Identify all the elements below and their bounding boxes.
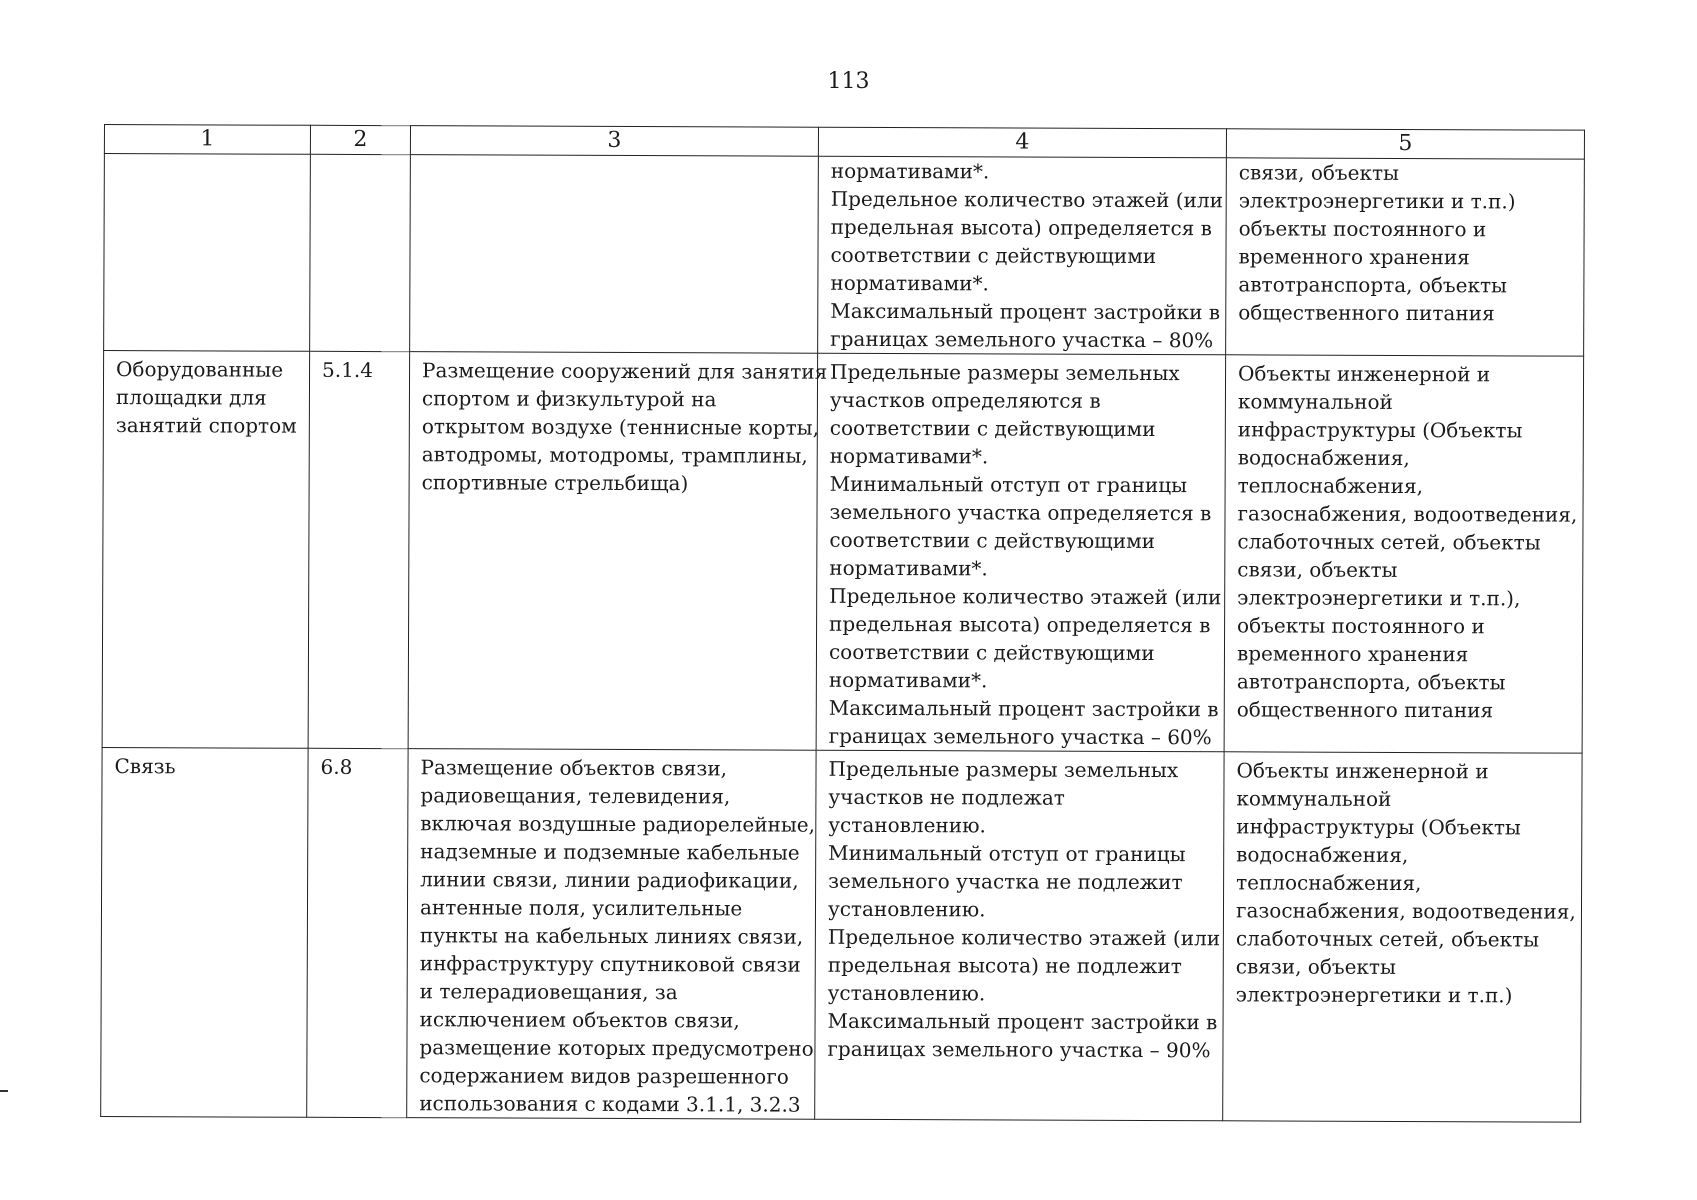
text-line: общественного питания <box>1238 300 1495 326</box>
text-line: нормативами*. <box>828 667 988 693</box>
text-line: автодромы, мотодромы, трамплины, <box>421 442 808 468</box>
text-line: участков не подлежат <box>828 784 1065 810</box>
text-line: инфраструктуры (Объекты <box>1236 814 1521 840</box>
text-line: площадки для <box>115 385 267 410</box>
text-line: предельная высота) определяется в <box>829 611 1211 638</box>
text-line: установлению. <box>827 896 986 922</box>
text-line: исключением объектов связи, <box>419 1007 740 1033</box>
text-line: открытом воздухе (теннисные корты, <box>421 414 820 440</box>
text-line: включая воздушные радиорелейные, <box>420 811 816 837</box>
text-line: соответствии с действующими <box>830 242 1157 269</box>
cell-auxiliary <box>1223 752 1582 1122</box>
text-line: временного хранения <box>1236 641 1469 667</box>
cell-auxiliary <box>1224 355 1584 753</box>
table-row <box>101 747 1582 1122</box>
text-line: Максимальный процент застройки в <box>827 1008 1218 1035</box>
header-col-5: 5 <box>1226 129 1584 159</box>
text-line: Максимальный процент застройки в <box>830 298 1221 325</box>
text-line: Предельные размеры земельных <box>830 359 1180 386</box>
text-line: Предельное количество этажей (или <box>827 924 1221 951</box>
header-col-2: 2 <box>310 125 410 154</box>
text-line: спортивные стрельбища) <box>421 470 689 496</box>
text-line: Максимальный процент застройки в <box>828 695 1219 722</box>
header-col-1: 1 <box>104 125 310 155</box>
text-line: связи, объекты <box>1238 160 1400 185</box>
text-line: Минимальный отступ от границы <box>828 840 1186 867</box>
cell-parameters <box>818 156 1227 355</box>
text-line: коммунальной <box>1236 786 1392 811</box>
text-line: земельного участка определяется в <box>829 499 1212 526</box>
text-line: нормативами*. <box>829 555 988 581</box>
table-row <box>104 154 1585 357</box>
text-line: установлению. <box>828 812 986 838</box>
text-line: соответствии с действующими <box>829 415 1156 442</box>
cell-name <box>102 351 310 749</box>
text-line: Объекты инженерной и <box>1236 758 1489 784</box>
text-line: 6.8 <box>320 754 353 779</box>
text-line: участков определяются в <box>829 387 1101 413</box>
text-line: использования с кодами 3.1.1, 3.2.3 <box>419 1091 801 1117</box>
text-line: Минимальный отступ от границы <box>829 471 1188 498</box>
text-line: водоснабжения, <box>1236 842 1409 868</box>
text-line: нормативами*. <box>830 158 990 184</box>
text-line: коммунальной <box>1237 389 1393 414</box>
cell-description <box>408 352 828 751</box>
text-line: размещение которых предусмотрено <box>419 1035 814 1061</box>
text-line: теплоснабжения, <box>1236 870 1422 896</box>
text-line: автотранспорта, объекты <box>1236 669 1506 695</box>
text-line: предельная высота) не подлежит <box>827 952 1182 979</box>
text-line: газоснабжения, водоотведения, <box>1237 501 1578 527</box>
text-line: временного хранения <box>1238 244 1470 270</box>
text-line: автотранспорта, объекты <box>1238 272 1508 298</box>
cell-name <box>101 747 308 1117</box>
text-line: общественного питания <box>1236 697 1494 723</box>
text-line: связи, объекты <box>1237 557 1398 582</box>
text-line: пункты на кабельных линиях связи, <box>419 923 804 949</box>
text-line: и телерадиовещания, за <box>419 979 678 1005</box>
text-line: инфраструктуру спутниковой связи <box>419 951 801 977</box>
text-line: установлению. <box>827 980 986 1006</box>
text-line: электроэнергетики и т.п.) <box>1238 188 1516 214</box>
scan-edge-mark <box>0 1090 8 1092</box>
text-line: объекты постоянного и <box>1237 613 1485 639</box>
header-col-3: 3 <box>410 126 818 157</box>
text-line: границах земельного участка – 90% <box>827 1036 1211 1063</box>
text-line: соответствии с действующими <box>829 527 1156 554</box>
cell-description <box>407 749 816 1120</box>
text-line: объекты постоянного и <box>1238 216 1487 242</box>
text-line: теплоснабжения, <box>1237 473 1424 499</box>
cell-parameters <box>816 353 1226 752</box>
text-line: радиовещания, телевидения, <box>420 783 731 809</box>
text-line: Предельное количество этажей (или <box>830 186 1223 213</box>
text-line: границах земельного участка – 60% <box>828 723 1212 750</box>
cell-description <box>410 155 819 354</box>
page-number: 113 <box>827 69 870 94</box>
text-line: электроэнергетики и т.п.), <box>1237 585 1521 611</box>
table-row <box>102 351 1584 754</box>
text-line: содержанием видов разрешенного <box>419 1063 789 1089</box>
text-line: спортом и физкультурой на <box>421 386 717 412</box>
text-line: слаботочных сетей, объекты <box>1235 926 1540 952</box>
cell-code <box>307 748 408 1117</box>
text-line: соответствии с действующими <box>828 639 1155 666</box>
cell-name <box>104 154 311 352</box>
text-line: связи, объекты <box>1235 954 1396 979</box>
text-line: газоснабжения, водоотведения, <box>1235 898 1576 924</box>
zoning-table <box>100 124 1585 1123</box>
text-line: антенные поля, усилительные <box>419 895 743 921</box>
text-line: Размещение объектов связи, <box>420 755 728 781</box>
text-line: инфраструктуры (Объекты <box>1237 417 1523 443</box>
text-line: 5.1.4 <box>322 357 373 383</box>
text-line: Связь <box>114 754 176 779</box>
text-line: Оборудованные <box>116 357 284 382</box>
text-line: нормативами*. <box>830 270 989 296</box>
cell-code <box>308 351 410 748</box>
text-line: занятий спортом <box>115 413 297 438</box>
text-line: нормативами*. <box>829 443 989 469</box>
text-line: водоснабжения, <box>1237 445 1410 471</box>
text-line: Размещение сооружений для занятия <box>422 358 828 384</box>
cell-code <box>310 154 411 351</box>
header-col-4: 4 <box>818 127 1226 158</box>
text-line: Объекты инженерной и <box>1238 361 1491 387</box>
text-line: электроэнергетики и т.п.) <box>1235 982 1513 1008</box>
text-line: слаботочных сетей, объекты <box>1237 529 1541 555</box>
text-line: Предельные размеры земельных <box>828 756 1179 783</box>
text-line: линии связи, линии радиофикации, <box>420 867 799 893</box>
cell-parameters <box>815 750 1224 1121</box>
text-line: Предельное количество этажей (или <box>829 583 1222 610</box>
text-line: предельная высота) определяется в <box>830 214 1212 241</box>
text-line: земельного участка не подлежит <box>828 868 1183 895</box>
cell-auxiliary <box>1226 158 1585 356</box>
text-line: надземные и подземные кабельные <box>420 839 800 865</box>
text-line: границах земельного участка – 80% <box>830 326 1214 353</box>
